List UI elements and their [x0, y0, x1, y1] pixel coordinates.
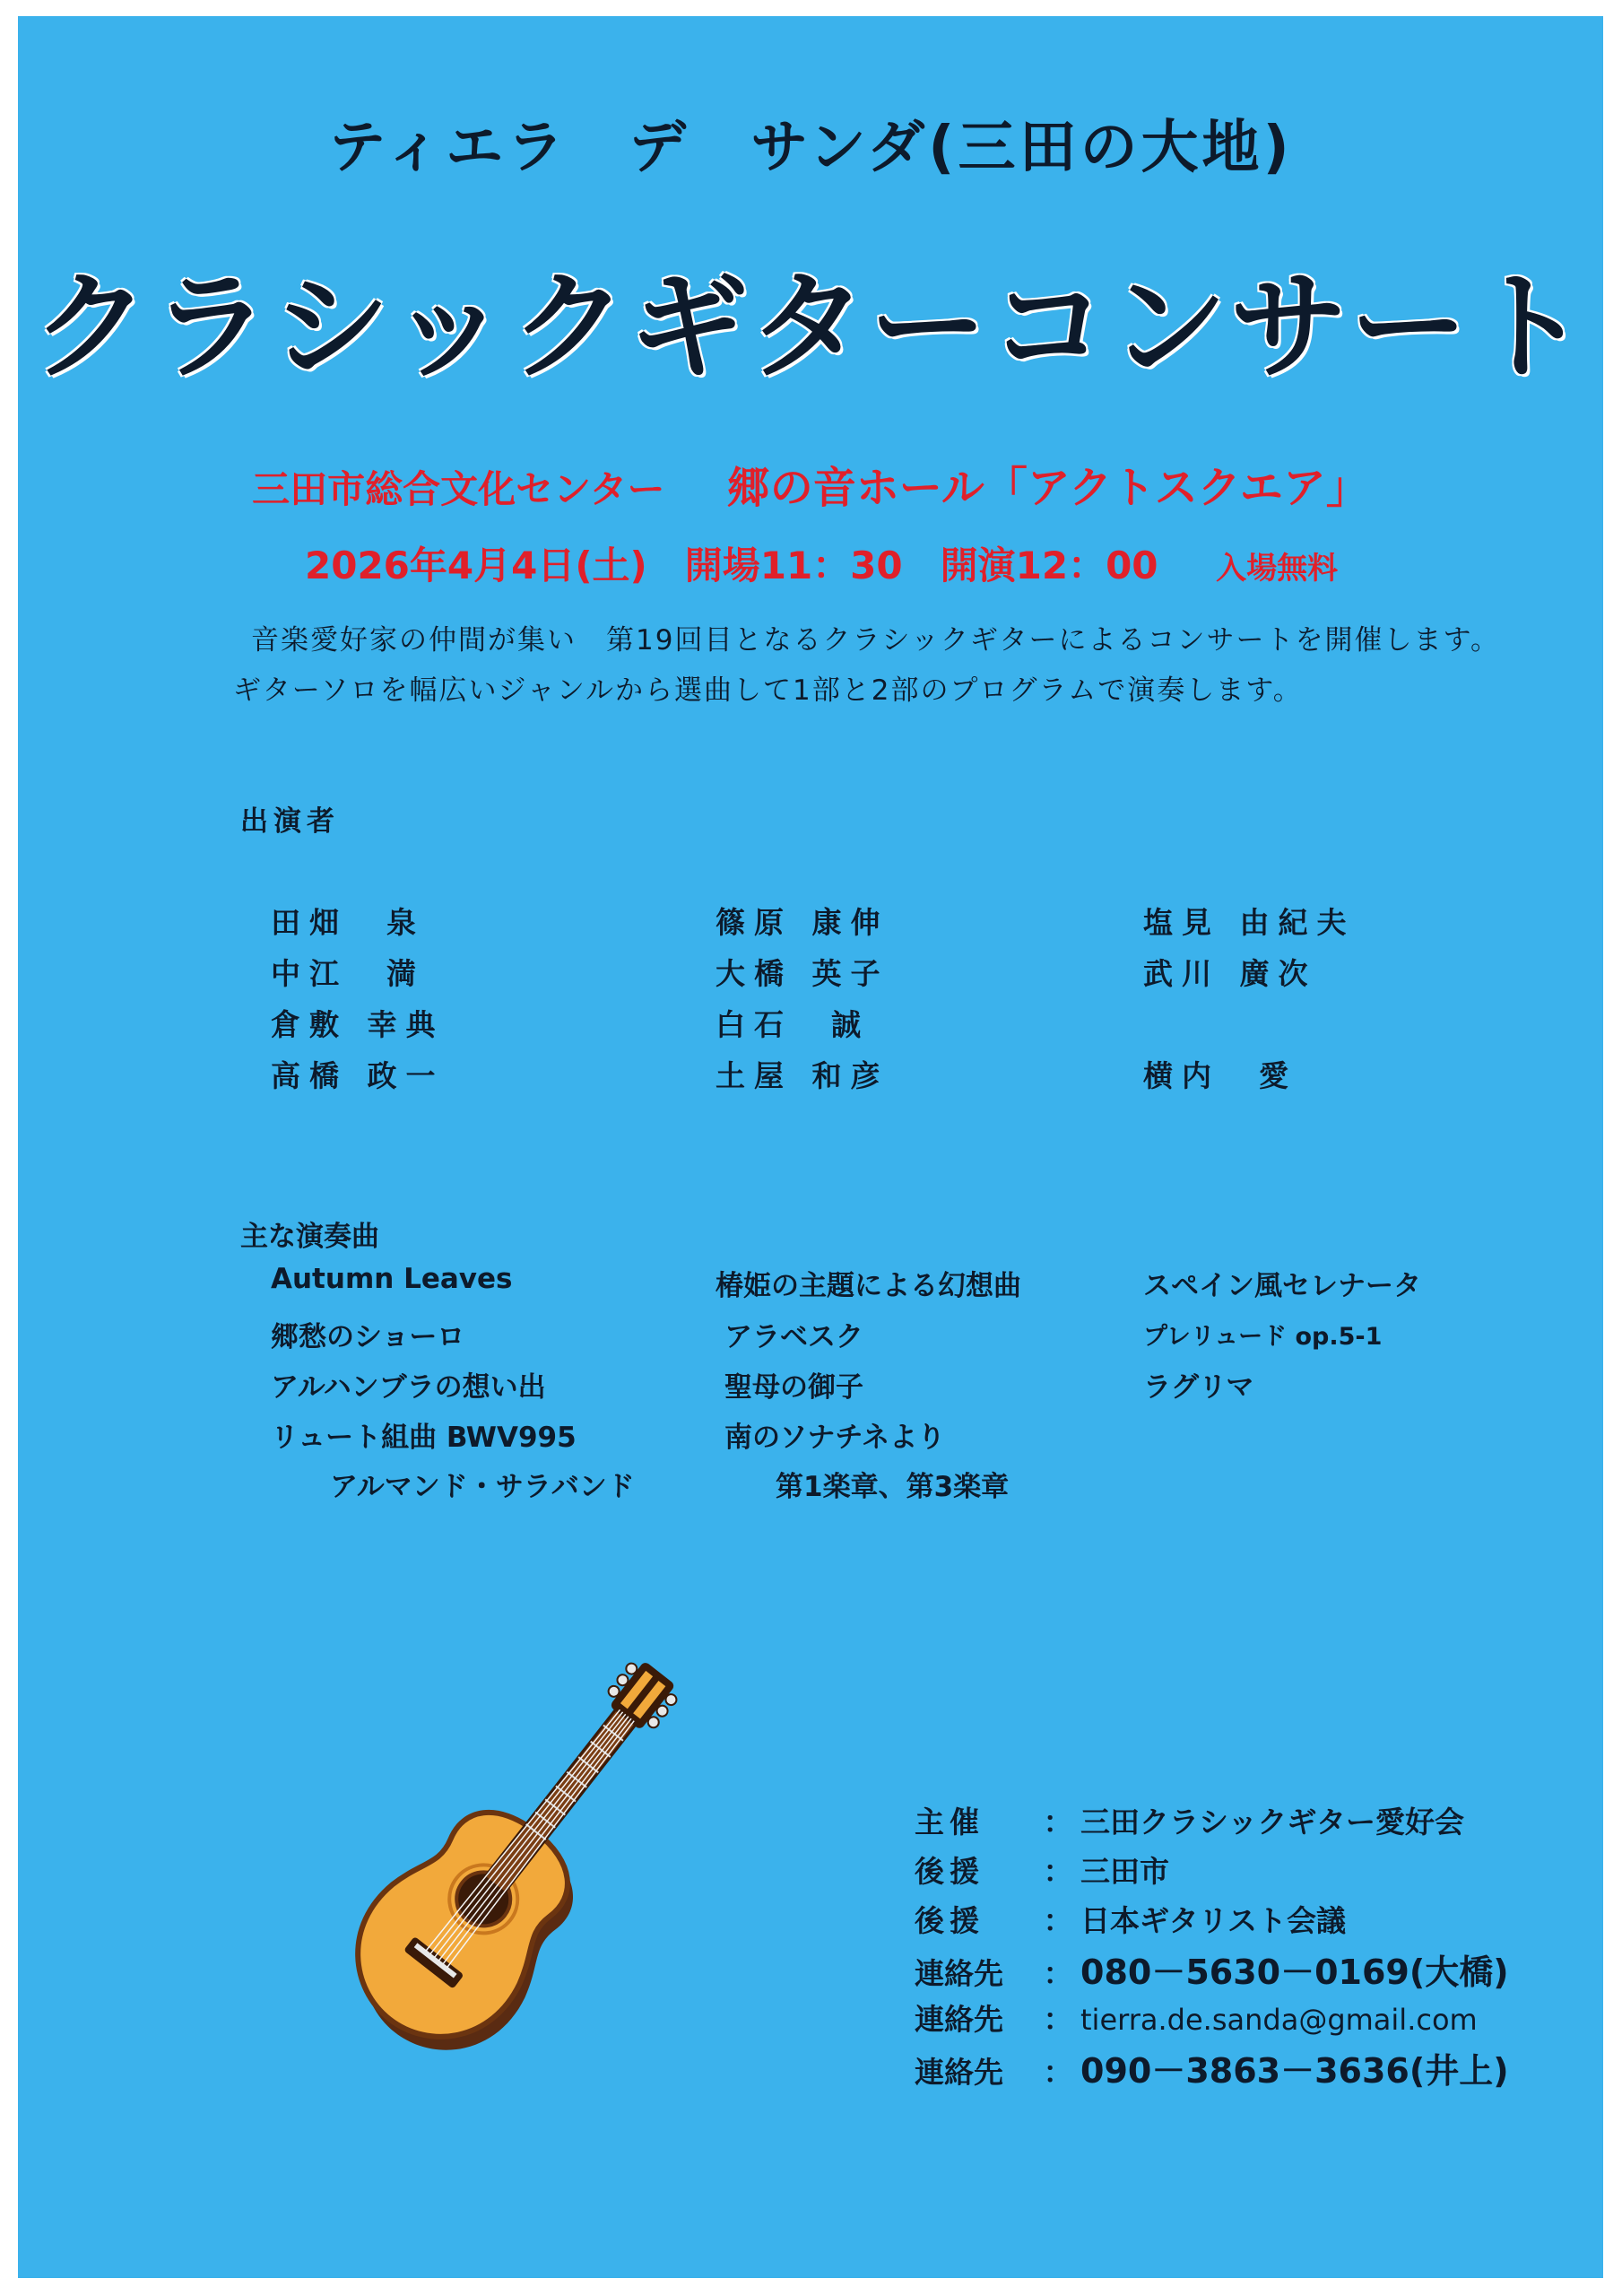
venue-center: 三田市総合文化センター [252, 467, 665, 511]
piece: アルハンブラの想い出 [271, 1371, 546, 1404]
credit-row: 主催 ： 三田クラシックギター愛好会 [915, 1799, 1464, 1841]
performer: 大橋 英子 [716, 956, 889, 991]
intro-text [233, 615, 1500, 716]
performer: 横内 愛 [1143, 1058, 1297, 1093]
piece: 椿姫の主題による幻想曲 [716, 1270, 1021, 1302]
piece: ラグリマ [1143, 1371, 1254, 1404]
credit-value: 日本ギタリスト会議 [1080, 1903, 1347, 1938]
credit-value: 080－5630－0169(大橋) [1080, 1952, 1509, 1992]
piece: リュート組曲 BWV995 [271, 1422, 577, 1454]
credit-label: 連絡先 [915, 1956, 1003, 1991]
piece: 聖母の御子 [724, 1371, 863, 1404]
credit-label: 連絡先 [915, 2055, 1003, 2090]
performer: 塩見 由紀夫 [1143, 905, 1356, 940]
credit-row: 連絡先 ： tierra.de.sanda@gmail.com [915, 1996, 1478, 2039]
performer: 中江 満 [271, 956, 425, 991]
credit-label: 主催 [915, 1805, 984, 1839]
piece: 郷愁のショーロ [271, 1321, 465, 1353]
subtitle: ティエラ デ サンダ(三田の大地) [328, 115, 1293, 181]
intro-line-1: 音楽愛好家の仲間が集い 第19回目となるクラシックギターによるコンサートを開催します。 [251, 624, 1501, 657]
venue-hall: 郷の音ホール「アクトスクエア」 [726, 463, 1369, 513]
performer: 武川 廣次 [1143, 956, 1317, 991]
credit-value: 三田市 [1080, 1854, 1169, 1889]
piece: スペイン風セレナータ [1143, 1270, 1421, 1302]
event-date [305, 536, 1338, 590]
admission: 入場無料 [1216, 551, 1339, 587]
credit-row: 連絡先 ： 080－5630－0169(大橋) [915, 1952, 1509, 1992]
performer: 倉敷 幸典 [271, 1007, 445, 1042]
poster [18, 16, 1603, 2278]
piece: アルマンド・サラバンド [330, 1471, 635, 1503]
classical-guitar-icon [296, 1613, 726, 2115]
credit-label: 連絡先 [915, 2002, 1003, 2037]
performer: 白石 誠 [716, 1007, 870, 1042]
piece: プレリュード op.5-1 [1143, 1323, 1383, 1351]
credit-label: 後援 [915, 1903, 984, 1938]
piece: 南のソナチネより [724, 1422, 946, 1454]
credit-value: 090－3863－3636(井上) [1080, 2051, 1509, 2091]
venue [18, 453, 1603, 515]
credit-label: 後援 [915, 1854, 984, 1889]
credit-row: 後援 ： 三田市 [915, 1848, 1169, 1891]
performers-heading: 出演者 [240, 805, 340, 838]
pieces-heading: 主な演奏曲 [240, 1221, 379, 1253]
piece: Autumn Leaves [271, 1263, 513, 1295]
performer: 高橋 政一 [271, 1058, 445, 1093]
intro-line-2: ギターソロを幅広いジャンルから選曲して1部と2部のプログラムで演奏します。 [233, 674, 1303, 707]
piece: 第1楽章、第3楽章 [776, 1471, 1010, 1503]
credit-row: 後援 ： 日本ギタリスト会議 [915, 1898, 1346, 1940]
piece: アラベスク [724, 1321, 863, 1353]
performer: 篠原 康伸 [716, 905, 889, 940]
credit-value: tierra.de.sanda@gmail.com [1080, 2003, 1478, 2037]
performer: 土屋 和彦 [716, 1058, 889, 1093]
page-title: クラシックギターコンサート [30, 258, 1591, 396]
date-time: 2026年4月4日(土) 開場11：30 開演12：00 [305, 544, 1158, 587]
performer: 田畑 泉 [271, 905, 425, 940]
credit-row: 連絡先 ： 090－3863－3636(井上) [915, 2051, 1509, 2091]
credit-value: 三田クラシックギター愛好会 [1080, 1805, 1465, 1839]
